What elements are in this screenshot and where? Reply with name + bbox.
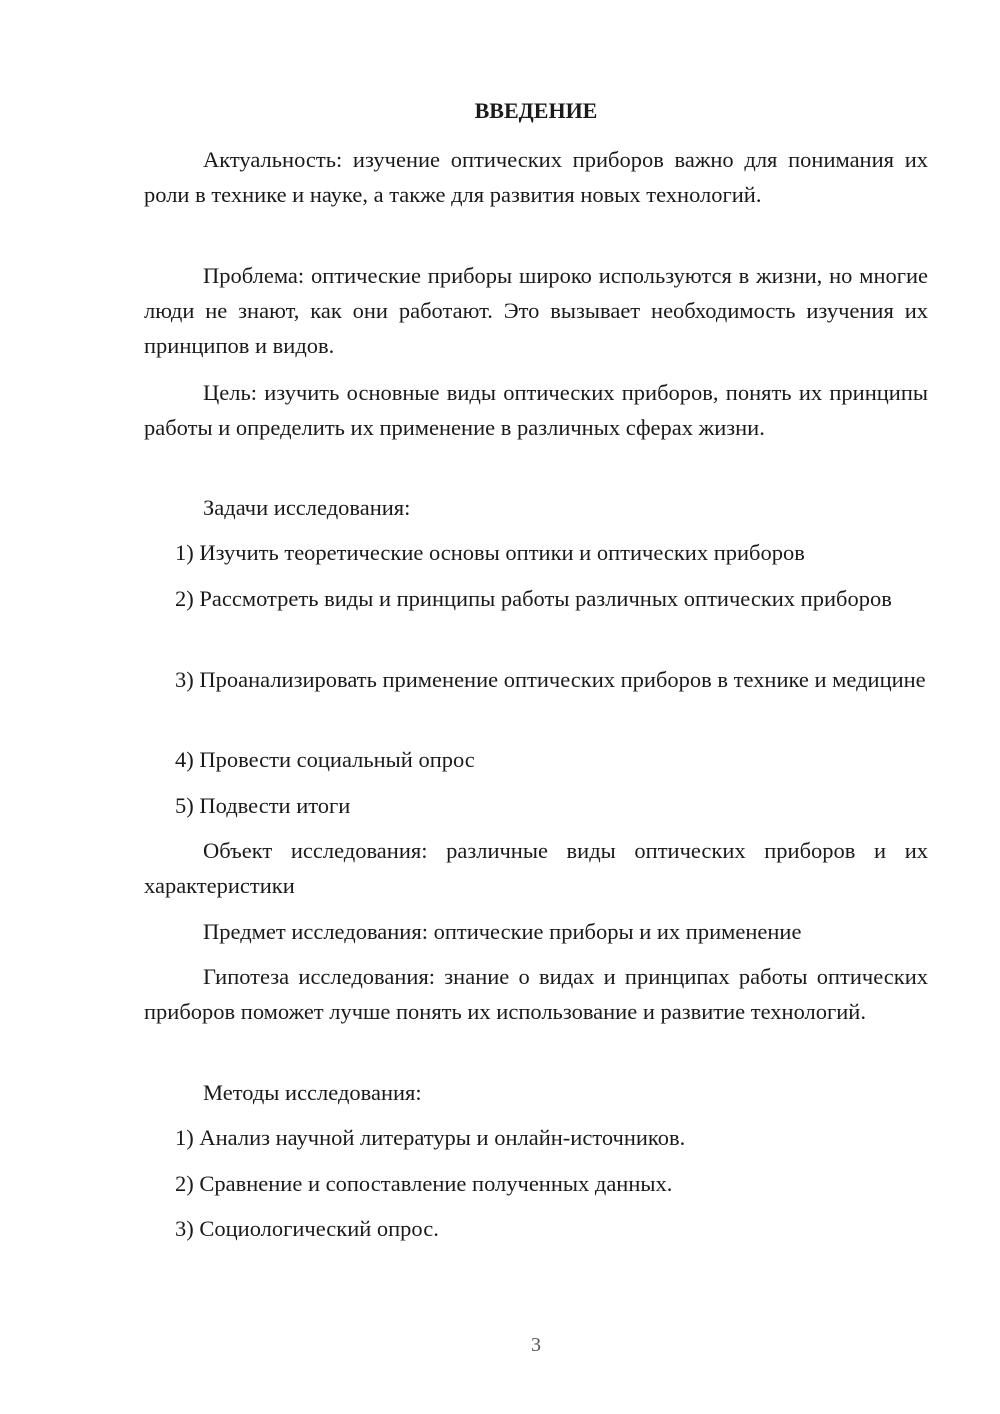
hypothesis-paragraph: Гипотеза исследования: знание о видах и принципах работы оптических приборов поможет лучше понять их использование и развитие технологий. [144, 964, 928, 1024]
task-item: 1) Изучить теоретические основы оптики и оптических приборов [175, 540, 805, 565]
task-item: 2) Рассмотреть виды и принципы работы различных оптических приборов [175, 586, 892, 611]
tasks-heading: Задачи исследования: [203, 495, 411, 520]
page-title: ВВЕДЕНИЕ [474, 98, 598, 123]
subject-paragraph: Предмет исследования: оптические приборы и их применение [203, 919, 802, 944]
page-number: 3 [531, 1334, 541, 1356]
methods-heading: Методы исследования: [203, 1080, 422, 1105]
method-item: 3) Социологический опрос. [175, 1216, 439, 1241]
goal-paragraph: Цель: изучить основные виды оптических приборов, понять их принципы работы и определить их применение в различных сферах жизни. [144, 380, 928, 440]
object-paragraph: Объект исследования: различные виды оптических приборов и их характеристики [144, 838, 928, 898]
task-item: 4) Провести социальный опрос [175, 747, 475, 772]
method-item: 2) Сравнение и сопоставление полученных данных. [175, 1171, 673, 1196]
relevance-paragraph: Актуальность: изучение оптических приборов важно для понимания их роли в технике и науке, а также для развития новых технологий. [144, 147, 928, 207]
method-item: 1) Анализ научной литературы и онлайн-источников. [175, 1125, 686, 1150]
task-item: 5) Подвести итоги [175, 793, 351, 818]
problem-paragraph: Проблема: оптические приборы широко используются в жизни, но многие люди не знают, как они работают. Это вызывает необходимость изучения их принципов и видов. [144, 263, 928, 358]
task-item: 3) Проанализировать применение оптических приборов в технике и медицине [175, 667, 926, 692]
